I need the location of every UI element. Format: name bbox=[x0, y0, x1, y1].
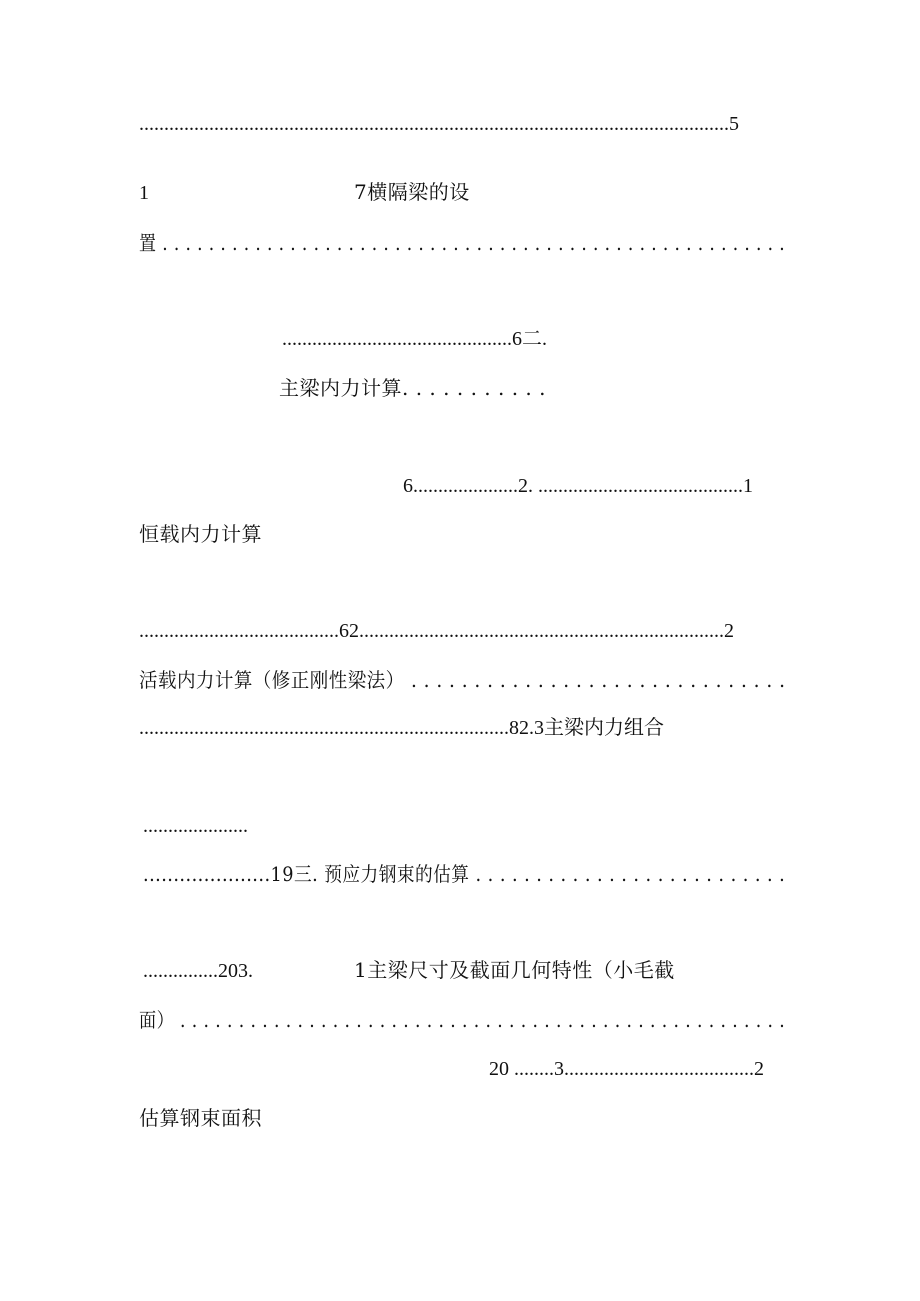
toc-line-13-lead: ...............203. bbox=[143, 960, 253, 982]
toc-line-7: 恒载内力计算 bbox=[139, 522, 262, 546]
toc-line-8: ........................................62.........................................................................2 bbox=[139, 620, 734, 642]
toc-line-2-title: 7横隔梁的设 bbox=[354, 180, 470, 204]
toc-line-1: ......................................................................................................................5 bbox=[139, 113, 739, 135]
toc-line-5: 主梁内力计算. . . . . . . . . . . bbox=[279, 376, 547, 400]
toc-line-12: .....................19三. 预应力钢束的估算 . . . . . . . . . . . . . . . . . . . . . . . . . . bbox=[143, 862, 786, 886]
toc-line-3: 置 . . . . . . . . . . . . . . . . . . . . . . . . . . . . . . . . . . . . . . . . . . . . . . . . . . . . . . bbox=[139, 231, 786, 255]
toc-line-11: ..................... bbox=[143, 815, 248, 837]
toc-line-6: 6.....................2. .........................................1 bbox=[403, 475, 753, 497]
toc-line-13-title: 1主梁尺寸及截面几何特性（小毛截 bbox=[354, 958, 675, 982]
toc-line-2-number: 1 bbox=[139, 182, 149, 204]
toc-line-14: 面） . . . . . . . . . . . . . . . . . . . . . . . . . . . . . . . . . . . . . . . . . . . . . . . . . . . . bbox=[139, 1008, 786, 1032]
toc-line-4: ..............................................6二. bbox=[282, 328, 547, 350]
toc-line-16: 估算钢束面积 bbox=[139, 1106, 262, 1130]
toc-line-10: ..........................................................................82.3主梁内力组合 bbox=[139, 717, 664, 739]
toc-line-9: 活载内力计算（修正刚性梁法） . . . . . . . . . . . . . . . . . . . . . . . . . . . . . . bbox=[139, 668, 786, 692]
toc-line-15: 20 ........3......................................2 bbox=[489, 1058, 764, 1080]
